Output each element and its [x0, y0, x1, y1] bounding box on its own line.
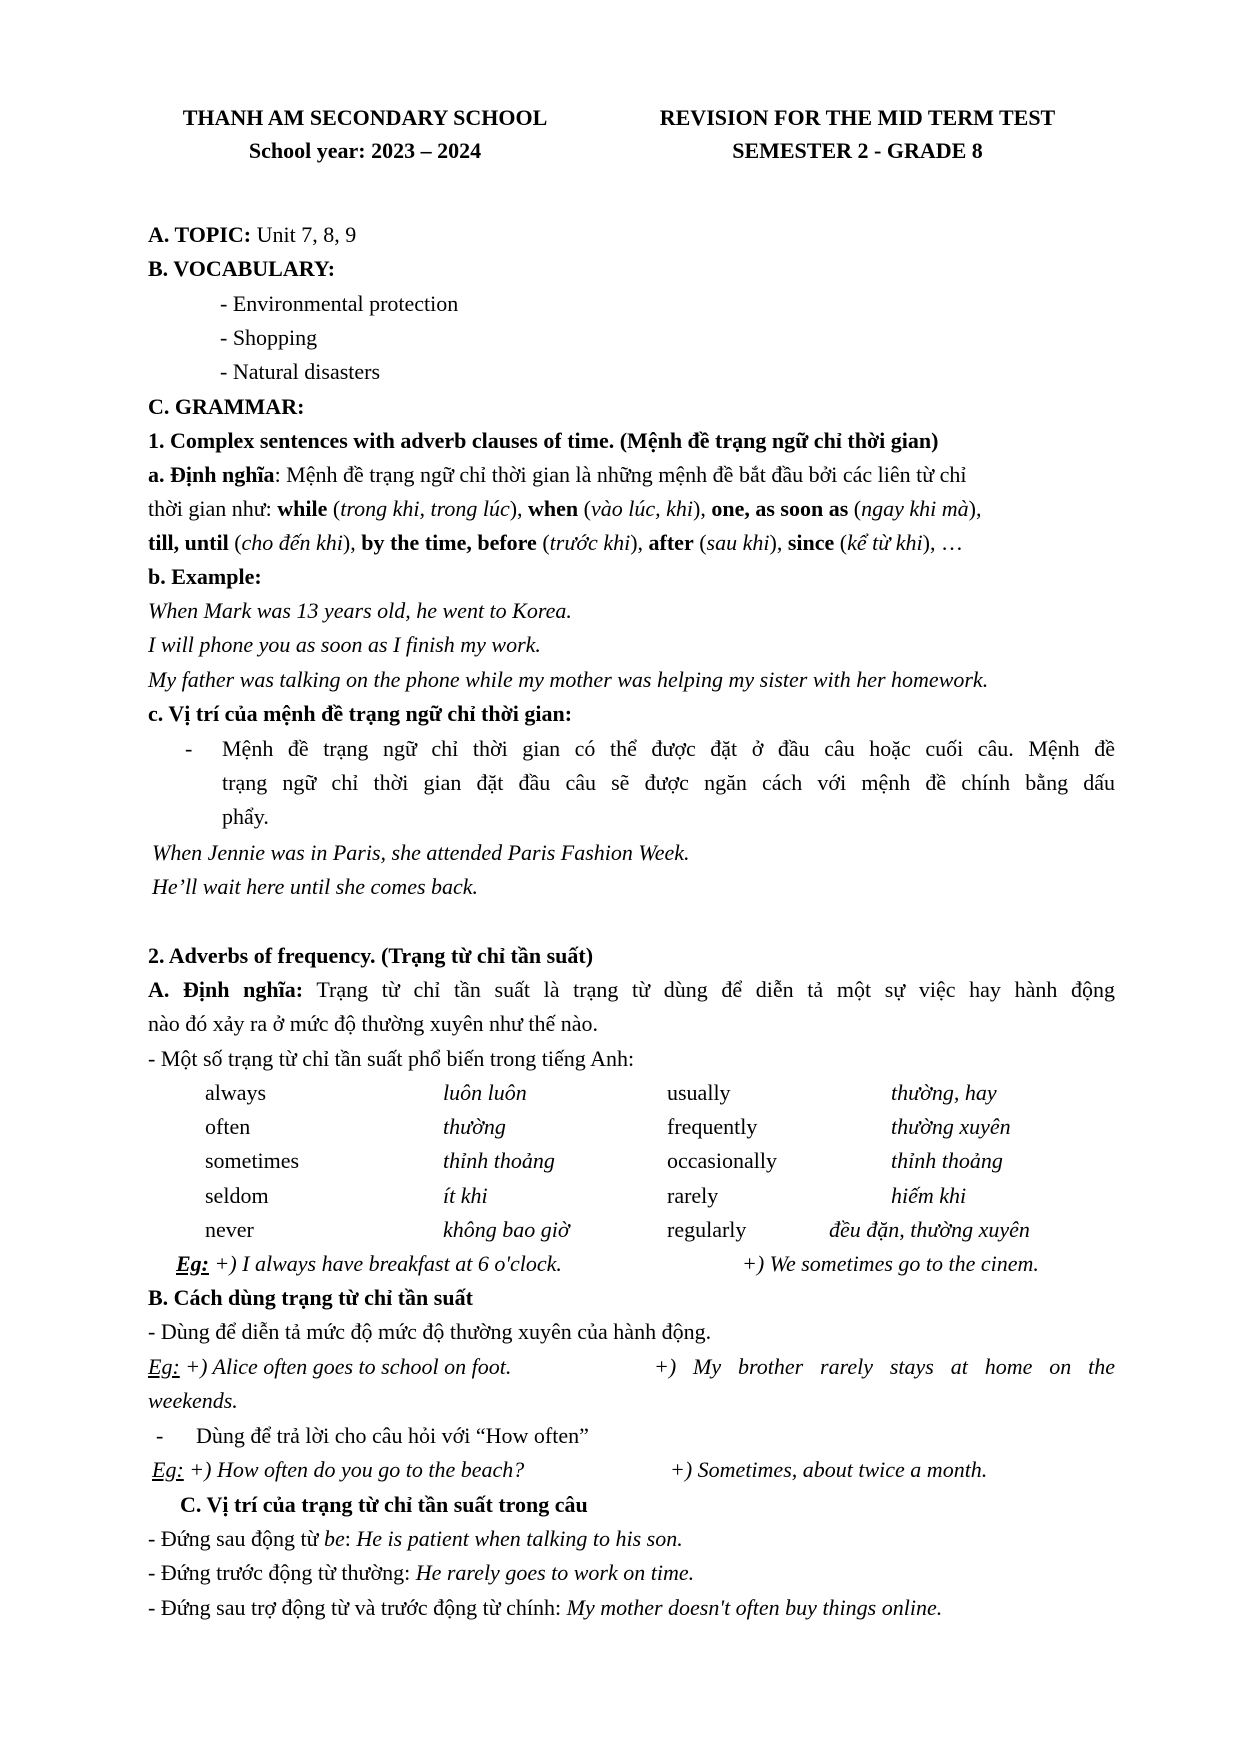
school-name: THANH AM SECONDARY SCHOOL: [182, 105, 548, 130]
definition-text: (: [848, 496, 862, 521]
adverb-vi: thường xuyên: [891, 1114, 1011, 1139]
eg-label: Eg:: [152, 1457, 184, 1482]
rule-example: He is patient when talking to his son.: [356, 1526, 683, 1551]
adverb-en: never: [205, 1217, 254, 1242]
example-sentence: My father was talking on the phone while my mother was helping my sister with her homework.: [148, 667, 989, 692]
rule-example: My mother doesn't often buy things online.: [566, 1595, 943, 1620]
conjunction-term: while: [277, 496, 328, 521]
adverb-en: always: [205, 1080, 267, 1105]
definition-text: (: [327, 496, 341, 521]
bullet-dash: -: [185, 736, 193, 761]
position-text-line: Mệnh đề trạng ngữ chỉ thời gian có thể được đặt ở đầu câu hoặc cuối câu. Mệnh đề: [222, 736, 1115, 761]
usage-example-line: [152, 1455, 524, 1485]
example-text: +) Alice often goes to school on foot.: [179, 1354, 512, 1379]
example-text: +) I always have breakfast at 6 o'clock.: [209, 1251, 562, 1276]
section2-definition-line1: [148, 975, 1115, 1005]
common-adverbs-intro: - Một số trạng từ chỉ tần suất phổ biến trong tiếng Anh:: [148, 1046, 635, 1071]
definition-text: : Mệnh đề trạng ngữ chỉ thời gian là những mệnh đề bắt đầu bởi các liên từ chỉ: [274, 462, 967, 487]
vocab-item: - Natural disasters: [220, 359, 381, 384]
topic-value: Unit 7, 8, 9: [251, 222, 357, 247]
definition-label: A. Định nghĩa:: [148, 977, 304, 1002]
usage-heading: B. Cách dùng trạng từ chỉ tần suất: [148, 1285, 473, 1310]
rule-text: - Đứng sau động từ: [148, 1526, 324, 1551]
adverb-vi: luôn luôn: [443, 1080, 527, 1105]
definition-text: ),: [509, 496, 529, 521]
adverb-en: often: [205, 1114, 251, 1139]
vocab-item: - Shopping: [220, 325, 318, 350]
document-subtitle: SEMESTER 2 - GRADE 8: [732, 138, 983, 163]
bullet-dash: -: [156, 1423, 164, 1448]
section1-definition-line3: [148, 528, 963, 558]
conjunction-term: since: [787, 530, 835, 555]
conjunction-term: when: [528, 496, 579, 521]
definition-text: (: [536, 530, 550, 555]
document-title: REVISION FOR THE MID TERM TEST: [659, 105, 1056, 130]
conjunction-meaning: vào lúc, khi: [590, 496, 694, 521]
section2-title: 2. Adverbs of frequency. (Trạng từ chỉ tần suất): [148, 943, 594, 968]
adverb-position-rule: [148, 1524, 683, 1554]
adverb-vi: thường: [443, 1114, 506, 1139]
example-heading: b. Example:: [148, 564, 262, 589]
definition-text: ),: [342, 530, 362, 555]
table-example-line: +) We sometimes go to the cinem.: [742, 1251, 1039, 1276]
conjunction-meaning: sau khi: [706, 530, 770, 555]
conjunction-meaning: cho đến khi: [241, 530, 343, 555]
usage-example-line: weekends.: [148, 1388, 238, 1413]
adverb-vi: đều đặn, thường xuyên: [829, 1217, 1030, 1242]
usage-example-line: [148, 1352, 511, 1382]
definition-text: (: [693, 530, 707, 555]
definition-text: (: [834, 530, 848, 555]
eg-label: Eg:: [148, 1354, 180, 1379]
conjunction-term: by the time, before: [361, 530, 537, 555]
conjunction-term: after: [648, 530, 694, 555]
usage-example-line: +) Sometimes, about twice a month.: [670, 1457, 988, 1482]
definition-label: a. Định nghĩa: [148, 462, 275, 487]
definition-text: ),: [630, 530, 649, 555]
adverb-vi: hiếm khi: [891, 1183, 967, 1208]
adverb-en: occasionally: [667, 1148, 777, 1173]
rule-keyword: be: [324, 1526, 345, 1551]
definition-text: Trạng từ chỉ tần suất là trạng từ dùng để diễn tả một sự việc hay hành động: [303, 977, 1115, 1002]
rule-text: - Đứng trước động từ thường:: [148, 1560, 416, 1585]
definition-text: ),: [693, 496, 712, 521]
conjunction-meaning: trước khi: [549, 530, 631, 555]
section2-definition-line2: nào đó xảy ra ở mức độ thường xuyên như thế nào.: [148, 1011, 599, 1036]
section1-definition-line2: [148, 494, 981, 524]
rule-example: He rarely goes to work on time.: [415, 1560, 695, 1585]
position-example: He’ll wait here until she comes back.: [152, 874, 479, 899]
position-heading: c. Vị trí của mệnh đề trạng ngữ chỉ thời gian:: [148, 701, 573, 726]
rule-separator: :: [344, 1526, 357, 1551]
usage-example-line: +) My brother rarely stays at home on the: [654, 1354, 1115, 1379]
conjunction-meaning: kể từ khi: [847, 530, 923, 555]
definition-text: ),: [769, 530, 788, 555]
adverb-position-heading: C. Vị trí của trạng từ chỉ tần suất trong câu: [180, 1492, 588, 1517]
section1-definition-line1: [148, 460, 967, 490]
vocab-item: - Environmental protection: [220, 291, 459, 316]
example-sentence: When Mark was 13 years old, he went to Korea.: [148, 598, 572, 623]
definition-text: (: [578, 496, 591, 521]
adverb-en: regularly: [667, 1217, 747, 1242]
section1-title: 1. Complex sentences with adverb clauses of time. (Mệnh đề trạng ngữ chỉ thời gian): [148, 428, 939, 453]
conjunction-meaning: ngay khi mà: [861, 496, 969, 521]
conjunction-term: till, until: [148, 530, 229, 555]
adverb-en: usually: [667, 1080, 731, 1105]
adverb-vi: thỉnh thoảng: [443, 1148, 555, 1173]
definition-text: ), …: [922, 530, 963, 555]
conjunction-meaning: trong khi, trong lúc: [340, 496, 510, 521]
vocabulary-heading: B. VOCABULARY:: [148, 256, 336, 281]
position-example: When Jennie was in Paris, she attended Paris Fashion Week.: [152, 840, 690, 865]
adverb-position-rule: [148, 1593, 942, 1623]
position-text-line: phẩy.: [222, 804, 269, 829]
example-sentence: I will phone you as soon as I finish my work.: [148, 632, 541, 657]
eg-label: Eg:: [176, 1251, 209, 1276]
usage-text: Dùng để trả lời cho câu hỏi với “How often”: [196, 1423, 589, 1448]
adverb-vi: không bao giờ: [443, 1217, 570, 1242]
adverb-en: frequently: [667, 1114, 758, 1139]
usage-text: - Dùng để diễn tả mức độ mức độ thường xuyên của hành động.: [148, 1319, 712, 1344]
topic-label: A. TOPIC:: [148, 222, 252, 247]
grammar-heading: C. GRAMMAR:: [148, 394, 305, 419]
conjunction-term: one, as soon as: [711, 496, 849, 521]
position-text-line: trạng ngữ chỉ thời gian đặt đầu câu sẽ được ngăn cách với mệnh đề chính bằng dấu: [222, 770, 1115, 795]
adverb-vi: thỉnh thoảng: [891, 1148, 1003, 1173]
adverb-en: sometimes: [205, 1148, 300, 1173]
rule-text: - Đứng sau trợ động từ và trước động từ chính:: [148, 1595, 567, 1620]
definition-text: (: [228, 530, 242, 555]
example-text: +) How often do you go to the beach?: [183, 1457, 525, 1482]
topic-line: [148, 220, 356, 250]
definition-text: ),: [968, 496, 982, 521]
adverb-vi: thường, hay: [891, 1080, 997, 1105]
adverb-en: rarely: [667, 1183, 719, 1208]
adverb-vi: ít khi: [443, 1183, 488, 1208]
school-year: School year: 2023 – 2024: [248, 138, 482, 163]
adverb-position-rule: [148, 1558, 694, 1588]
table-example-line: [176, 1249, 562, 1279]
adverb-en: seldom: [205, 1183, 269, 1208]
definition-text: thời gian như:: [148, 496, 278, 521]
